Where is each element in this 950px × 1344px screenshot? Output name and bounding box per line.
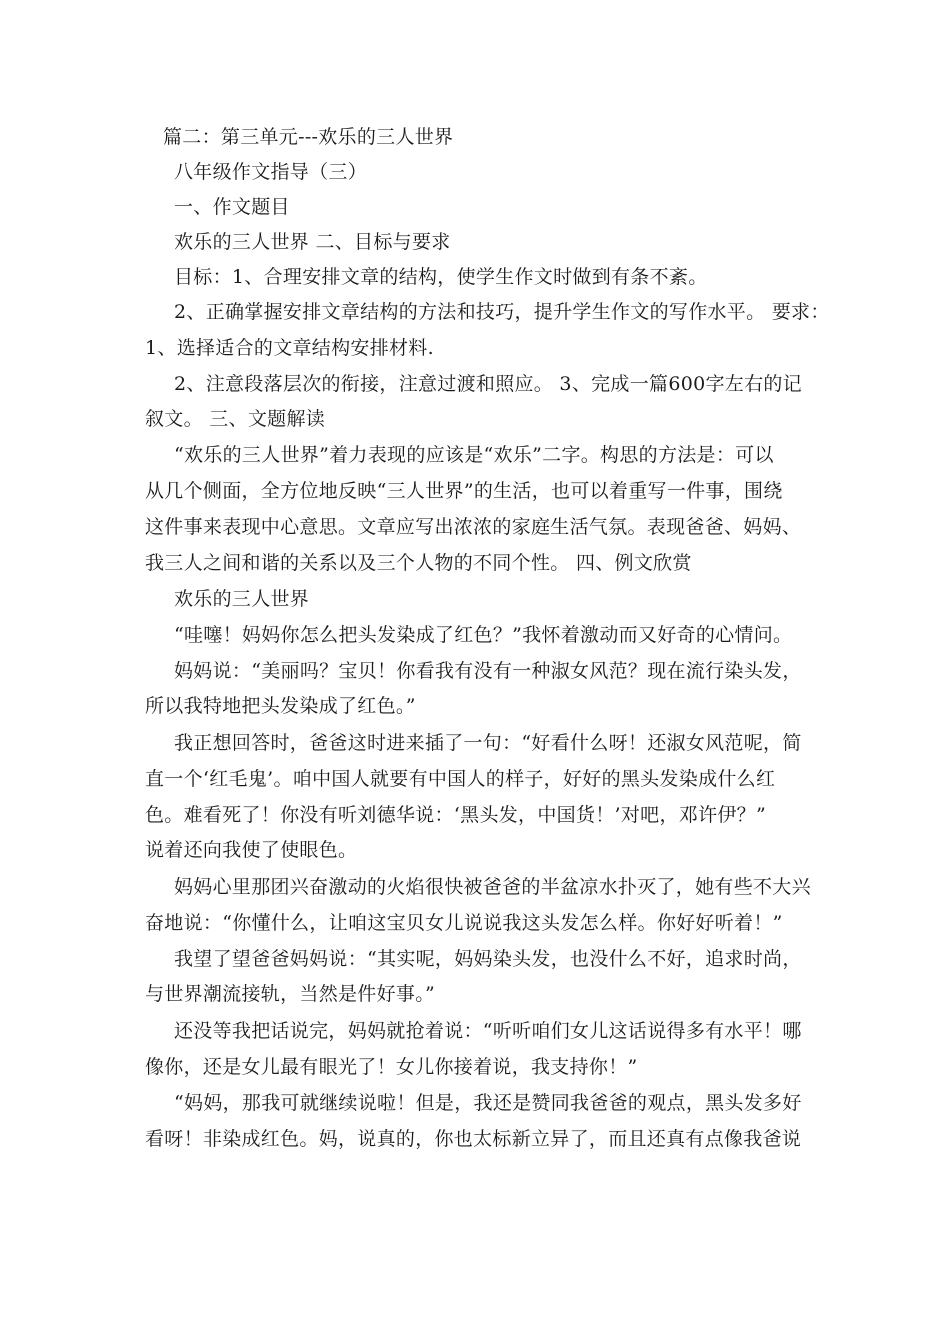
section-heading: 篇二：第三单元---欢乐的三人世界 <box>163 126 454 148</box>
paragraph-line: 这件事来表现中心意思。文章应写出浓浓的家庭生活气氛。表现爸爸、妈妈、 <box>145 516 802 538</box>
paragraph-line: 妈妈说：“美丽吗？宝贝！你看我有没有一种淑女风范？现在流行染头发， <box>174 660 802 682</box>
paragraph-line: 妈妈心里那团兴奋激动的火焰很快被爸爸的半盆凉水扑灭了，她有些不大兴 <box>174 876 811 898</box>
paragraph-line: “妈妈，那我可就继续说啦！但是，我还是赞同我爸爸的观点，黑头发多好 <box>174 1092 802 1114</box>
essay-title: 欢乐的三人世界 <box>174 588 310 610</box>
text-line: 2、注意段落层次的衔接，注意过渡和照应。 3、完成一篇600字左右的记 <box>174 373 802 395</box>
paragraph-line: 说着还向我使了使眼色。 <box>145 839 358 861</box>
paragraph-line: 像你，还是女儿最有眼光了！女儿你接着说，我支持你！” <box>145 1056 638 1078</box>
paragraph-line: 还没等我把话说完，妈妈就抢着说：“听听咱们女儿这话说得多有水平！哪 <box>174 1020 802 1042</box>
paragraph-line: 与世界潮流接轨，当然是件好事。” <box>145 983 436 1005</box>
guide-title: 八年级作文指导（三） <box>174 161 368 183</box>
paragraph-line: 从几个侧面，全方位地反映“三人世界”的生活，也可以着重写一件事，围绕 <box>145 480 783 502</box>
paragraph-line: 奋地说：“你懂什么，让咱这宝贝女儿说说我这头发怎么样。你好好听着！” <box>145 912 783 934</box>
paragraph-line: 我正想回答时，爸爸这时进来插了一句：“好看什么呀！还淑女风范呢，简 <box>174 732 802 754</box>
paragraph-line: 我望了望爸爸妈妈说：“其实呢，妈妈染头发，也没什么不好，追求时尚， <box>174 948 802 970</box>
paragraph-line: 我三人之间和谐的关系以及三个人物的不同个性。 四、例文欣赏 <box>145 552 692 574</box>
paragraph-line: 看呀！非染成红色。妈，说真的，你也太标新立异了，而且还真有点像我爸说 <box>145 1128 802 1150</box>
paragraph-line: “哇噻！妈妈你怎么把头发染成了红色？”我怀着激动而又好奇的心情问。 <box>174 624 793 646</box>
paragraph-line: 所以我特地把头发染成了红色。” <box>145 695 416 717</box>
paragraph-line: 直一个‘红毛鬼’。咱中国人就要有中国人的样子，好好的黑头发染成什么红 <box>145 768 776 790</box>
text-line: 1、选择适合的文章结构安排材料. <box>145 337 434 359</box>
text-line: 欢乐的三人世界 二、目标与要求 <box>174 231 451 253</box>
paragraph-line: 色。难看死了！你没有听刘德华说：‘黑头发，中国货！’对吧，邓许伊？” <box>145 804 766 826</box>
heading-topic: 一、作文题目 <box>174 196 290 218</box>
text-line: 叙文。 三、文题解读 <box>145 408 326 430</box>
paragraph-line: “欢乐的三人世界”着力表现的应该是“欢乐”二字。构思的方法是：可以 <box>174 444 774 466</box>
text-line: 目标：1、合理安排文章的结构，使学生作文时做到有条不紊。 <box>174 266 708 288</box>
text-line: 2、正确掌握安排文章结构的方法和技巧，提升学生作文的写作水平。 要求： <box>174 301 830 323</box>
